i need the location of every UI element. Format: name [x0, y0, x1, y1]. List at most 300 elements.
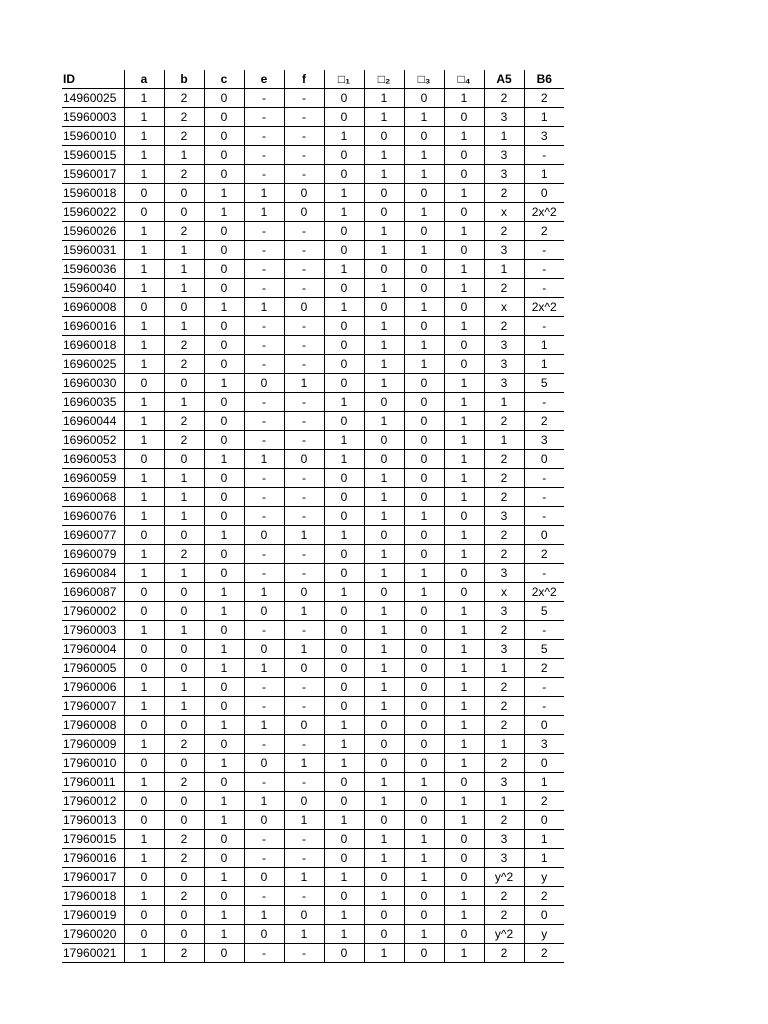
table-row: [62, 906, 564, 925]
cell: 0: [324, 165, 364, 184]
table-row: [62, 868, 564, 887]
table-row: [62, 545, 564, 564]
cell-id: 16960025: [62, 355, 124, 374]
cell: 0: [364, 184, 404, 203]
cell: 2: [484, 944, 524, 963]
cell: 1: [204, 184, 244, 203]
cell: 1: [364, 241, 404, 260]
cell: 0: [204, 146, 244, 165]
cell: 0: [124, 659, 164, 678]
cell: 1: [204, 754, 244, 773]
cell: -: [244, 830, 284, 849]
table-row: [62, 469, 564, 488]
cell: 1: [444, 811, 484, 830]
cell: 0: [444, 583, 484, 602]
cell: 2: [484, 469, 524, 488]
cell: 1: [404, 298, 444, 317]
cell: 2: [164, 431, 204, 450]
cell: -: [244, 127, 284, 146]
cell: 1: [364, 602, 404, 621]
cell: 0: [404, 89, 444, 108]
cell: 1: [244, 583, 284, 602]
cell: 2: [484, 906, 524, 925]
cell: 1: [124, 355, 164, 374]
cell: 0: [124, 925, 164, 944]
cell: 1: [404, 241, 444, 260]
cell: 1: [444, 754, 484, 773]
cell: 1: [124, 412, 164, 431]
cell: 1: [364, 697, 404, 716]
cell: 1: [404, 564, 444, 583]
cell: 2: [484, 697, 524, 716]
cell: 1: [124, 469, 164, 488]
cell: 0: [404, 697, 444, 716]
cell: 1: [444, 393, 484, 412]
cell-id: 16960016: [62, 317, 124, 336]
cell: 0: [324, 507, 364, 526]
cell: 0: [324, 317, 364, 336]
cell: -: [284, 146, 324, 165]
cell: 2: [164, 545, 204, 564]
cell: 0: [164, 450, 204, 469]
cell: 1: [364, 564, 404, 583]
cell: 1: [164, 279, 204, 298]
table-row: [62, 222, 564, 241]
cell: 0: [124, 811, 164, 830]
cell: 2: [164, 355, 204, 374]
cell: -: [244, 621, 284, 640]
cell: 0: [404, 431, 444, 450]
cell: 1: [124, 279, 164, 298]
cell: 3: [484, 564, 524, 583]
cell: 1: [444, 545, 484, 564]
cell: 2: [484, 716, 524, 735]
cell: -: [244, 317, 284, 336]
cell: 2: [484, 412, 524, 431]
cell-id: 16960018: [62, 336, 124, 355]
cell: 1: [124, 735, 164, 754]
cell: 0: [204, 469, 244, 488]
cell: 1: [444, 944, 484, 963]
cell: 1: [204, 868, 244, 887]
cell: 0: [324, 659, 364, 678]
cell: 0: [404, 754, 444, 773]
cell: 1: [444, 127, 484, 146]
cell: 1: [244, 906, 284, 925]
cell: 1: [164, 697, 204, 716]
cell: 0: [124, 184, 164, 203]
cell: 1: [444, 678, 484, 697]
cell: 0: [204, 564, 244, 583]
cell: 0: [204, 412, 244, 431]
cell: -: [284, 773, 324, 792]
cell: 0: [404, 735, 444, 754]
cell: 1: [444, 431, 484, 450]
cell: 0: [204, 944, 244, 963]
cell: 1: [324, 583, 364, 602]
table-row: [62, 336, 564, 355]
cell: 0: [364, 203, 404, 222]
cell: 0: [444, 773, 484, 792]
cell: 0: [404, 545, 444, 564]
cell: 0: [404, 412, 444, 431]
table-row: [62, 393, 564, 412]
cell: 1: [404, 868, 444, 887]
table-row: [62, 925, 564, 944]
cell: 1: [124, 697, 164, 716]
cell: -: [244, 279, 284, 298]
cell: 1: [124, 564, 164, 583]
cell: 0: [284, 583, 324, 602]
cell: 1: [364, 469, 404, 488]
cell: 1: [204, 526, 244, 545]
cell: 1: [124, 127, 164, 146]
cell: -: [284, 241, 324, 260]
cell: 1: [444, 887, 484, 906]
cell: 2x^2: [524, 203, 564, 222]
column-header-11: B6: [524, 70, 564, 89]
cell: 0: [204, 849, 244, 868]
cell-id: 16960052: [62, 431, 124, 450]
cell: 2: [164, 849, 204, 868]
cell: 0: [404, 488, 444, 507]
cell: 0: [204, 127, 244, 146]
cell: 1: [444, 602, 484, 621]
cell: 1: [324, 127, 364, 146]
cell: x: [484, 203, 524, 222]
cell: 1: [444, 412, 484, 431]
cell: 0: [524, 450, 564, 469]
cell: -: [284, 944, 324, 963]
cell: 1: [524, 165, 564, 184]
cell-id: 17960007: [62, 697, 124, 716]
cell: 1: [324, 260, 364, 279]
cell: 0: [284, 659, 324, 678]
cell: 1: [364, 621, 404, 640]
cell: 0: [404, 450, 444, 469]
cell: 3: [484, 374, 524, 393]
cell: 1: [364, 336, 404, 355]
cell: -: [284, 165, 324, 184]
cell: 1: [364, 412, 404, 431]
cell: -: [284, 279, 324, 298]
table-row: [62, 735, 564, 754]
cell: 1: [284, 868, 324, 887]
cell: 2: [164, 222, 204, 241]
cell: 3: [484, 507, 524, 526]
cell-id: 16960053: [62, 450, 124, 469]
cell: 0: [364, 583, 404, 602]
cell: 1: [484, 393, 524, 412]
cell: 1: [324, 298, 364, 317]
cell: 0: [444, 298, 484, 317]
cell: -: [284, 849, 324, 868]
cell: 1: [124, 393, 164, 412]
column-header-2: b: [164, 70, 204, 89]
cell: -: [284, 336, 324, 355]
cell: 0: [244, 811, 284, 830]
column-header-9: □₄: [444, 70, 484, 89]
cell: -: [244, 108, 284, 127]
cell: 0: [364, 450, 404, 469]
cell: 1: [124, 678, 164, 697]
table-row: [62, 488, 564, 507]
cell: 1: [404, 165, 444, 184]
cell: 0: [204, 89, 244, 108]
cell: 0: [364, 431, 404, 450]
cell: 1: [364, 374, 404, 393]
cell-id: 17960006: [62, 678, 124, 697]
cell: -: [524, 488, 564, 507]
cell: 1: [444, 260, 484, 279]
cell: x: [484, 583, 524, 602]
cell: -: [244, 773, 284, 792]
cell: -: [244, 336, 284, 355]
table-row: [62, 564, 564, 583]
cell: 0: [404, 222, 444, 241]
cell: y^2: [484, 925, 524, 944]
cell: 0: [524, 184, 564, 203]
table-row: [62, 659, 564, 678]
cell-id: 16960068: [62, 488, 124, 507]
cell: 2: [164, 412, 204, 431]
cell: -: [524, 507, 564, 526]
cell-id: 17960018: [62, 887, 124, 906]
cell: 1: [244, 203, 284, 222]
cell-id: 15960040: [62, 279, 124, 298]
cell: 5: [524, 602, 564, 621]
cell: 0: [244, 374, 284, 393]
cell-id: 17960019: [62, 906, 124, 925]
cell: -: [244, 735, 284, 754]
cell: 0: [124, 526, 164, 545]
cell: 0: [324, 241, 364, 260]
cell: -: [284, 89, 324, 108]
cell: -: [244, 887, 284, 906]
cell: 2x^2: [524, 583, 564, 602]
cell: 1: [404, 336, 444, 355]
spreadsheet: [62, 70, 564, 963]
cell: 0: [444, 868, 484, 887]
cell: 0: [324, 621, 364, 640]
cell-id: 15960026: [62, 222, 124, 241]
cell: 0: [444, 241, 484, 260]
cell: 1: [204, 659, 244, 678]
column-header-6: □₁: [324, 70, 364, 89]
cell: -: [244, 260, 284, 279]
cell: 0: [404, 184, 444, 203]
cell: 1: [404, 830, 444, 849]
cell: 0: [324, 792, 364, 811]
cell: 1: [404, 108, 444, 127]
table-row: [62, 697, 564, 716]
header-row: [62, 70, 564, 89]
cell: 2: [164, 944, 204, 963]
table-row: [62, 146, 564, 165]
cell: 0: [244, 925, 284, 944]
cell: 1: [364, 944, 404, 963]
cell: x: [484, 298, 524, 317]
cell: 0: [244, 868, 284, 887]
cell: 2: [164, 89, 204, 108]
table-row: [62, 887, 564, 906]
cell: 0: [324, 108, 364, 127]
cell: 0: [204, 241, 244, 260]
cell: 0: [364, 735, 404, 754]
cell: 1: [124, 887, 164, 906]
cell: 0: [324, 222, 364, 241]
cell: 0: [404, 393, 444, 412]
cell: 1: [164, 146, 204, 165]
cell: 1: [524, 108, 564, 127]
cell: 1: [124, 336, 164, 355]
cell: 2: [164, 165, 204, 184]
cell: 1: [404, 146, 444, 165]
cell: 0: [124, 374, 164, 393]
cell: 0: [324, 488, 364, 507]
cell: 1: [444, 89, 484, 108]
cell-id: 17960009: [62, 735, 124, 754]
table-body: [62, 89, 564, 963]
table-row: [62, 241, 564, 260]
cell: 3: [484, 640, 524, 659]
cell: 0: [284, 716, 324, 735]
cell: 3: [524, 431, 564, 450]
table-row: [62, 678, 564, 697]
cell-id: 17960010: [62, 754, 124, 773]
cell: 2: [164, 887, 204, 906]
cell: -: [284, 431, 324, 450]
cell: 1: [324, 431, 364, 450]
cell: 1: [284, 925, 324, 944]
cell: 1: [364, 659, 404, 678]
cell: -: [284, 735, 324, 754]
cell: 2: [484, 279, 524, 298]
cell: 2: [524, 792, 564, 811]
cell: 1: [364, 678, 404, 697]
cell: 0: [284, 792, 324, 811]
column-header-3: c: [204, 70, 244, 89]
cell: 1: [364, 830, 404, 849]
cell: 1: [404, 355, 444, 374]
cell-id: 17960012: [62, 792, 124, 811]
cell: 1: [444, 697, 484, 716]
cell: 1: [284, 640, 324, 659]
cell: -: [284, 678, 324, 697]
cell: 0: [244, 640, 284, 659]
cell: 1: [124, 773, 164, 792]
cell: 0: [204, 317, 244, 336]
cell: 0: [284, 184, 324, 203]
cell: 0: [204, 735, 244, 754]
cell: 1: [484, 127, 524, 146]
cell: 0: [164, 925, 204, 944]
cell: 0: [404, 811, 444, 830]
cell: 0: [524, 906, 564, 925]
cell: 0: [404, 469, 444, 488]
table-row: [62, 944, 564, 963]
cell: 1: [524, 830, 564, 849]
cell: 1: [364, 146, 404, 165]
table-row: [62, 602, 564, 621]
cell: 1: [244, 659, 284, 678]
table-row: [62, 203, 564, 222]
table-row: [62, 374, 564, 393]
cell: 0: [164, 203, 204, 222]
cell: 0: [324, 678, 364, 697]
cell: 1: [124, 260, 164, 279]
cell: 0: [164, 754, 204, 773]
cell: 1: [484, 735, 524, 754]
cell: 1: [324, 735, 364, 754]
cell: 0: [124, 792, 164, 811]
cell: 1: [164, 678, 204, 697]
cell: 2: [524, 944, 564, 963]
cell: 1: [444, 906, 484, 925]
cell: -: [284, 260, 324, 279]
cell-id: 17960021: [62, 944, 124, 963]
cell: 0: [324, 773, 364, 792]
cell: 0: [164, 659, 204, 678]
cell: 1: [284, 811, 324, 830]
cell-id: 16960035: [62, 393, 124, 412]
cell-id: 16960044: [62, 412, 124, 431]
cell: 1: [444, 488, 484, 507]
cell-id: 15960022: [62, 203, 124, 222]
cell: 1: [444, 184, 484, 203]
cell: y: [524, 925, 564, 944]
table-row: [62, 640, 564, 659]
cell: 1: [364, 279, 404, 298]
cell: 1: [204, 640, 244, 659]
cell: -: [284, 355, 324, 374]
cell: 0: [364, 127, 404, 146]
cell: 2x^2: [524, 298, 564, 317]
cell: 0: [364, 393, 404, 412]
cell: 2: [484, 678, 524, 697]
cell: -: [284, 697, 324, 716]
cell: 1: [364, 773, 404, 792]
cell: 0: [524, 716, 564, 735]
cell: -: [524, 697, 564, 716]
cell: -: [244, 849, 284, 868]
cell: 1: [244, 716, 284, 735]
cell: 0: [524, 754, 564, 773]
cell: 0: [164, 640, 204, 659]
cell: 0: [244, 602, 284, 621]
cell: 1: [524, 773, 564, 792]
cell: 0: [324, 640, 364, 659]
cell: 2: [484, 754, 524, 773]
cell: 1: [204, 298, 244, 317]
cell: 0: [364, 754, 404, 773]
table-row: [62, 431, 564, 450]
cell: 1: [124, 241, 164, 260]
cell: 1: [124, 830, 164, 849]
cell-id: 16960079: [62, 545, 124, 564]
table-row: [62, 298, 564, 317]
cell: 2: [164, 336, 204, 355]
cell: 3: [524, 735, 564, 754]
cell: 2: [484, 887, 524, 906]
cell-id: 17960005: [62, 659, 124, 678]
cell: 0: [324, 412, 364, 431]
cell: -: [524, 279, 564, 298]
cell: 0: [204, 279, 244, 298]
table-row: [62, 108, 564, 127]
cell: 1: [244, 298, 284, 317]
cell: 2: [164, 773, 204, 792]
